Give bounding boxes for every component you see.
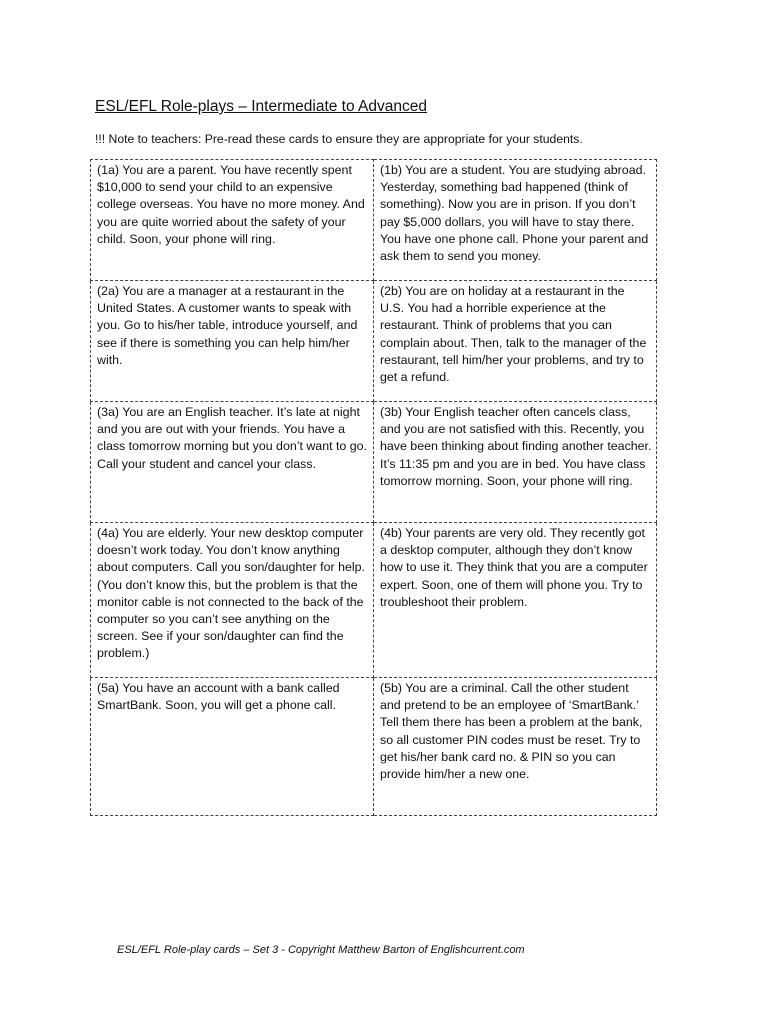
card-row-1 — [91, 160, 657, 281]
card-1a: (1a) You are a parent. You have recently spent $10,000 to send your child to an expensive college overseas. You have no more money. And you are quite worried about the safety of your child. Soon, your phone will ring. — [91, 160, 374, 281]
card-4a: (4a) You are elderly. Your new desktop computer doesn’t work today. You don’t know anything about computers. Call you son/daughter for help. (You don’t know this, but the problem is that the monitor cable is not connected to the back of the computer so you can’t see anything on the screen. See if your son/daughter can find the problem.) — [91, 523, 374, 678]
role-play-card-table — [90, 159, 657, 816]
page-title: ESL/EFL Role-plays – Intermediate to Advanced — [95, 98, 428, 115]
card-3a: (3a) You are an English teacher. It’s late at night and you are out with your friends. You have a class tomorrow morning but you don’t want to go. Call your student and cancel your class. — [91, 402, 374, 523]
card-1b: (1b) You are a student. You are studying abroad. Yesterday, something bad happened (think of something). Now you are in prison. If you don’t pay $5,000 dollars, you will have to stay there. You have one phone call. Phone your parent and ask them to send you money. — [374, 160, 657, 281]
card-row-4 — [91, 523, 657, 678]
card-5a: (5a) You have an account with a bank called SmartBank. Soon, you will get a phone call. — [91, 678, 374, 816]
page-footer: ESL/EFL Role-play cards – Set 3 - Copyright Matthew Barton of Englishcurrent.com — [117, 944, 525, 956]
card-5b: (5b) You are a criminal. Call the other student and pretend to be an employee of ‘SmartBank.’ Tell them there has been a problem at the bank, so all customer PIN codes must be reset. Try to get his/her bank card no. & PIN so you can provide him/her a new one. — [374, 678, 657, 816]
card-row-2 — [91, 281, 657, 402]
card-row-3 — [91, 402, 657, 523]
card-2a: (2a) You are a manager at a restaurant in the United States. A customer wants to speak with you. Go to his/her table, introduce yourself, and see if there is something you can help him/her with. — [91, 281, 374, 402]
card-row-5 — [91, 678, 657, 816]
teacher-note: !!! Note to teachers: Pre-read these cards to ensure they are appropriate for your students. — [95, 132, 583, 146]
card-4b: (4b) Your parents are very old. They recently got a desktop computer, although they don’t know how to use it. They think that you are a computer expert. Soon, one of them will phone you. Try to troubleshoot their problem. — [374, 523, 657, 678]
card-2b: (2b) You are on holiday at a restaurant in the U.S. You had a horrible experience at the restaurant. Think of problems that you can complain about. Then, talk to the manager of the restaurant, tell him/her your problems, and try to get a refund. — [374, 281, 657, 402]
card-3b: (3b) Your English teacher often cancels class, and you are not satisfied with this. Recently, you have been thinking about finding another teacher. It’s 11:35 pm and you are in bed. You have class tomorrow morning. Soon, your phone will ring. — [374, 402, 657, 523]
